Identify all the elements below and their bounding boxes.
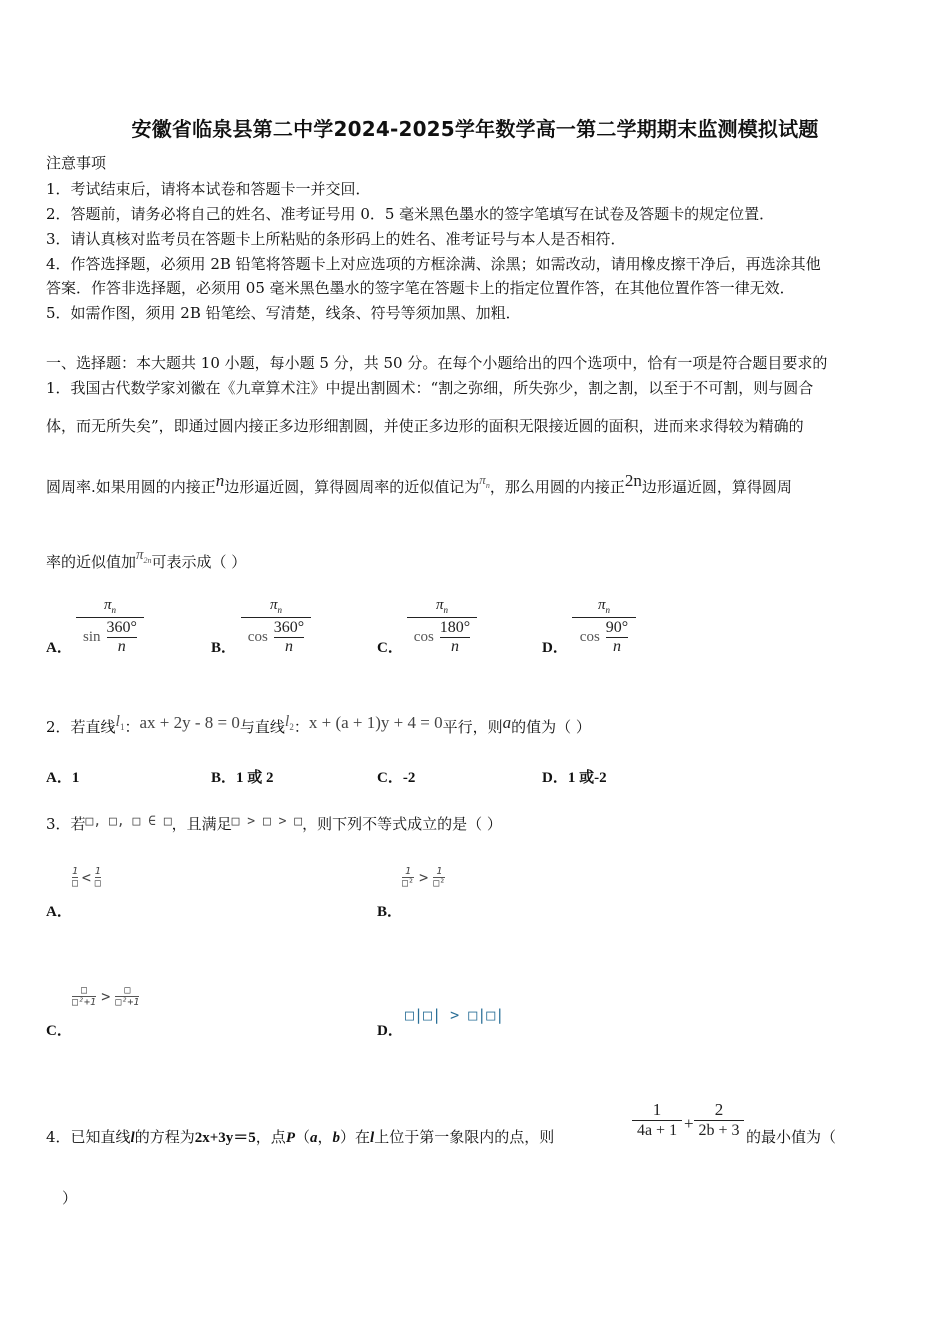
q1-line-3c: ，那么用圆的内接正 bbox=[489, 478, 625, 496]
q4-t6: 的最小值为（ bbox=[746, 1128, 837, 1146]
q1-option-d-fn: cos bbox=[579, 629, 600, 646]
q2-l2: l bbox=[284, 713, 290, 730]
q1-pi-n: π bbox=[479, 472, 486, 487]
q1-option-a-num: π bbox=[103, 597, 112, 613]
q3-mid: ，且满足 bbox=[171, 815, 232, 833]
q1-line-2: 体，而无所失矣”，即通过圆内接正多边形细割圆，并使正多边形的面积无限接近圆的面积，进而来求得较为精确的 bbox=[46, 417, 804, 435]
q2-option-c bbox=[377, 766, 415, 787]
q1-option-a-deg: 360° bbox=[106, 619, 137, 636]
q3-option-a-rn: 1 bbox=[94, 866, 101, 877]
q3-option-b-label: B． bbox=[377, 904, 403, 920]
q3-option-d-label: D． bbox=[377, 1023, 403, 1039]
q4-l-2: l bbox=[370, 1130, 375, 1146]
q4-f2-num: 2 bbox=[714, 1100, 724, 1119]
q1-line-3b: 边形逼近圆，算得圆周率的近似值记为 bbox=[224, 478, 480, 496]
q1-option-a-num-sub: n bbox=[111, 605, 116, 615]
q3-option-c-ld: □²+1 bbox=[72, 997, 97, 1008]
q3-option-a-rd: □ bbox=[94, 878, 101, 889]
q1-2n: 2n bbox=[624, 471, 642, 490]
q1-option-d-num: π bbox=[597, 597, 606, 613]
q1-option-c-num: π bbox=[435, 597, 444, 613]
q4-b: b bbox=[332, 1130, 341, 1146]
q3-option-c-rd: □²+1 bbox=[115, 997, 140, 1008]
q1-line-4a: 率的近似值加 bbox=[46, 553, 137, 571]
q2-stem bbox=[46, 713, 591, 738]
q1-option-a-den: n bbox=[117, 638, 126, 655]
q1-n: n bbox=[215, 471, 225, 490]
q1-option-d-num-sub: n bbox=[605, 605, 610, 615]
q3-option-b-ld: □² bbox=[402, 878, 415, 889]
q3-stem bbox=[46, 813, 502, 834]
q3-option-b-rn: 1 bbox=[436, 866, 443, 877]
q3-option-c-op: > bbox=[101, 987, 111, 1006]
q4-fraction-1 bbox=[632, 1101, 682, 1139]
q1-option-a-fraction bbox=[76, 598, 144, 655]
section-heading: 一、选择题：本大题共 10 小题，每小题 5 分，共 50 分。在每个小题给出的四个选项中，恰有一项是符合题目要求的 bbox=[46, 354, 828, 372]
q4-t3: （ bbox=[294, 1128, 310, 1146]
q3-option-b-rd: □² bbox=[433, 878, 446, 889]
q1-line-3a: 圆周率.如果用圆的内接正 bbox=[46, 478, 216, 496]
q1-line-3 bbox=[46, 471, 792, 498]
q4-close: ） bbox=[62, 1189, 78, 1207]
q3-option-c-ln: □ bbox=[81, 985, 88, 996]
q2-tail-b: 的值为（ ） bbox=[511, 718, 591, 736]
q4-fraction-2 bbox=[694, 1101, 744, 1139]
q1-option-b-label: B． bbox=[211, 640, 237, 656]
q2-option-a-text: 1 bbox=[71, 770, 80, 786]
q2-prefix: 2．若直线 bbox=[46, 718, 116, 736]
q1-option-d-deg: 90° bbox=[605, 619, 629, 636]
q1-option-c-fn: cos bbox=[413, 629, 434, 646]
q2-option-d-label: D． bbox=[542, 770, 568, 786]
q1-option-d-fraction bbox=[572, 598, 636, 655]
q1-option-c-fraction bbox=[407, 598, 477, 655]
q4-f1-den: 4a + 1 bbox=[636, 1122, 678, 1139]
q4-stem bbox=[46, 1126, 554, 1147]
q3-option-c-label: C． bbox=[46, 1023, 72, 1039]
q2-tail-a: 平行，则 bbox=[442, 718, 503, 736]
q2-eq2: x + (a + 1)y + 4 = 0 bbox=[308, 713, 443, 732]
q4-plus: + bbox=[684, 1114, 694, 1133]
q2-option-b-text: 1 或 2 bbox=[236, 770, 274, 786]
q2-colon-2: ： bbox=[293, 718, 309, 736]
notice-item-1: 1．考试结束后，请将本试卷和答题卡一并交回． bbox=[46, 180, 371, 198]
q3-glyph-1: □, □, □ ∈ □ bbox=[85, 814, 172, 829]
q4-t4: ）在 bbox=[340, 1128, 371, 1146]
q1-option-a-fn: sin bbox=[83, 629, 101, 646]
q1-pi-2n-sub: 2n bbox=[143, 556, 152, 565]
q4-comma: ， bbox=[317, 1128, 333, 1146]
q3-option-b-ln: 1 bbox=[405, 866, 412, 877]
q1-option-c-den: n bbox=[451, 638, 459, 655]
q3-option-c-expr bbox=[72, 985, 139, 1008]
q4-prefix: 4．已知直线 bbox=[46, 1128, 131, 1146]
q1-option-c-deg: 180° bbox=[439, 619, 471, 636]
q3-option-a-ld: □ bbox=[72, 878, 79, 889]
q1-option-b-num: π bbox=[269, 597, 278, 613]
q1-line-4b: 可表示成（ ） bbox=[151, 553, 247, 571]
q3-option-b-op: > bbox=[419, 868, 429, 887]
q2-option-c-text: -2 bbox=[402, 770, 416, 786]
q2-option-c-label: C． bbox=[377, 770, 403, 786]
q1-line-1: 1．我国古代数学家刘徽在《九章算术注》中提出割圆术：“割之弥细，所失弥少，割之割，以至于不可割，则与圆合 bbox=[46, 379, 814, 397]
q1-option-b-deg: 360° bbox=[273, 619, 305, 636]
q1-line-3d: 边形逼近圆，算得圆周 bbox=[641, 478, 792, 496]
q2-eq1: ax + 2y - 8 = 0 bbox=[139, 713, 240, 732]
q1-option-d-label: D． bbox=[542, 640, 568, 656]
q2-mid: 与直线 bbox=[239, 718, 285, 736]
q2-option-b-label: B． bbox=[211, 770, 237, 786]
q1-option-d-den: n bbox=[613, 638, 621, 655]
q3-prefix: 3．若 bbox=[46, 815, 86, 833]
q4-t2: ，点 bbox=[255, 1128, 286, 1146]
q3-glyph-2: □ > □ > □ bbox=[231, 814, 303, 829]
q3-tail: ，则下列不等式成立的是（ ） bbox=[302, 815, 502, 833]
q3-option-a-expr bbox=[72, 866, 101, 889]
q3-option-d-expr: □|□| > □|□| bbox=[405, 1006, 505, 1024]
q4-eq: 2x+3y＝5 bbox=[194, 1130, 256, 1146]
notice-item-3: 3．请认真核对监考员在答题卡上所粘贴的条形码上的姓名、准考证号与本人是否相符． bbox=[46, 230, 626, 248]
q2-option-d-text: 1 或-2 bbox=[567, 770, 607, 786]
notice-item-5: 5．如需作图，须用 2B 铅笔绘、写清楚，线条、符号等须加黑、加粗． bbox=[46, 304, 521, 322]
q4-f2-den: 2b + 3 bbox=[698, 1122, 740, 1139]
q2-l1-sub: 1 bbox=[120, 722, 125, 732]
q4-t1: 的方程为 bbox=[134, 1128, 195, 1146]
q1-option-c-label: C． bbox=[377, 640, 403, 656]
q2-option-a bbox=[46, 766, 79, 787]
notice-item-4: 4．作答选择题，必须用 2B 铅笔将答题卡上对应选项的方框涂满、涂黑；如需改动，请用橡皮擦干净后，再选涂其他 bbox=[46, 255, 821, 273]
page-title: 安徽省临泉县第二中学2024-2025学年数学高一第二学期期末监测模拟试题 bbox=[131, 117, 819, 141]
q1-pi-n-sub: n bbox=[485, 481, 490, 490]
q4-l: l bbox=[130, 1130, 135, 1146]
q3-option-b-expr bbox=[402, 866, 445, 889]
q3-option-a-ln: 1 bbox=[72, 866, 79, 877]
q2-colon-1: ： bbox=[124, 718, 140, 736]
notice-heading: 注意事项 bbox=[46, 154, 107, 172]
q3-option-a-op: < bbox=[81, 868, 91, 887]
q1-option-a-label: A． bbox=[46, 640, 72, 656]
q3-option-c-rn: □ bbox=[124, 985, 131, 996]
q1-option-b-fraction bbox=[241, 598, 311, 655]
notice-item-2: 2．答题前，请务必将自己的姓名、准考证号用 0．5 毫米黑色墨水的签字笔填写在试卷及答题卡的规定位置． bbox=[46, 205, 775, 223]
q2-l1: l bbox=[115, 713, 120, 730]
q2-l2-sub: 2 bbox=[289, 722, 294, 732]
q2-option-d bbox=[542, 766, 607, 787]
q1-option-b-den: n bbox=[285, 638, 293, 655]
q2-a: a bbox=[502, 713, 512, 732]
q1-line-4 bbox=[46, 547, 247, 573]
q4-t5: 上位于第一象限内的点，则 bbox=[374, 1128, 555, 1146]
q4-a: a bbox=[310, 1130, 318, 1146]
q4-P: P bbox=[285, 1130, 295, 1146]
q4-f1-num: 1 bbox=[652, 1100, 662, 1119]
q2-option-b bbox=[211, 766, 274, 787]
q1-option-b-num-sub: n bbox=[277, 605, 282, 615]
q2-option-a-label: A． bbox=[46, 770, 72, 786]
q1-option-c-num-sub: n bbox=[443, 605, 448, 615]
q3-option-a-label: A． bbox=[46, 904, 72, 920]
notice-item-4-cont: 答案．作答非选择题，必须用 05 毫米黑色墨水的签字笔在答题卡上的指定位置作答，在其他位置作答一律无效． bbox=[46, 279, 795, 297]
q1-pi-2n: π bbox=[136, 547, 144, 563]
q1-option-b-fn: cos bbox=[247, 629, 268, 646]
